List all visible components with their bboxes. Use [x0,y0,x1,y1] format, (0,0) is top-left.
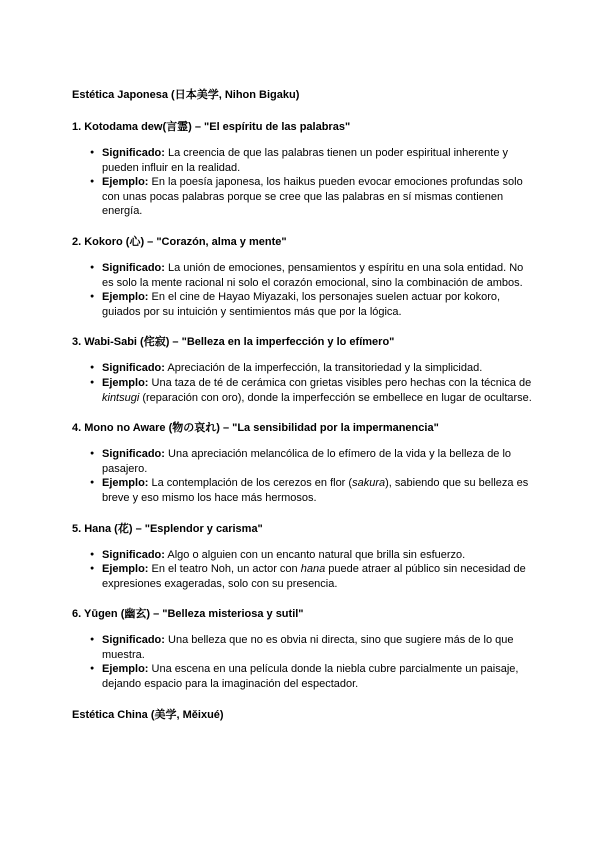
bullet-list [72,633,532,691]
list-item-ejemplo [102,476,532,505]
section-title: 4. Mono no Aware (物の哀れ) – "La sensibilidad por la impermanencia" [72,422,439,435]
label-significado: Significado: [102,362,165,375]
ejemplo-text: En el teatro Noh, un actor con [151,563,301,576]
ejemplo-text: En la poesía japonesa, los haikus pueden evocar emociones profundas solo con unas pocas palabras porque se cree que las palabras en sí mismas contienen energía. [102,176,523,218]
bullet-list [72,261,532,319]
list-item-ejemplo [102,290,532,319]
significado-text: Algo o alguien con un encanto natural que brilla sin esfuerzo. [167,548,466,561]
bullet-list [72,447,532,505]
label-significado: Significado: [102,261,165,274]
label-ejemplo: Ejemplo: [102,291,149,304]
label-ejemplo: Ejemplo: [102,176,149,189]
section-wabi-sabi [72,335,532,405]
significado-text: Apreciación de la imperfección, la transitoriedad y la simplicidad. [167,362,483,375]
significado-text: Una belleza que no es obvia ni directa, sino que sugiere más de lo que muestra. [102,634,514,661]
section-title: 1. Kotodama dew(言霊) – "El espíritu de las palabras" [72,121,351,133]
label-ejemplo: Ejemplo: [102,376,149,389]
label-ejemplo: Ejemplo: [102,663,149,676]
ejemplo-italic-term: kintsugi [102,391,140,404]
significado-text: La unión de emociones, pensamientos y espíritu en una sola entidad. No es solo la mente racional ni solo el corazón emocional, sino la combinación de ambos. [102,261,524,289]
section-mono-no-aware [72,421,532,505]
list-item-significado [102,146,532,175]
document-title: Estética Japonesa (日本美学, Nihon Bigaku) [72,89,300,101]
section-kokoro [72,235,532,319]
bullet-list [72,361,532,405]
label-ejemplo: Ejemplo: [102,477,149,490]
section-yugen [72,607,532,691]
ejemplo-italic-term: sakura [352,477,386,490]
label-significado: Significado: [102,147,165,159]
label-significado: Significado: [102,634,165,647]
section-hana [72,522,532,592]
next-heading: Estética China (美学, Měixué) [72,708,224,721]
document-page [72,88,532,722]
ejemplo-text: Una taza de té de cerámica con grietas visibles pero hechas con la técnica de [151,376,532,389]
list-item-ejemplo [102,175,532,219]
list-item-ejemplo [102,376,532,405]
ejemplo-text-cont: puede atraer al público sin necesidad de expresiones exageradas, solo con su presencia. [102,563,526,590]
list-item-significado [102,361,532,376]
ejemplo-text-cont: (reparación con oro), donde la imperfección se embellece en lugar de ocultarse. [139,391,532,404]
section-kotodama [72,120,532,219]
list-item-ejemplo [102,562,532,591]
section-title: 6. Yūgen (幽玄) – "Belleza misteriosa y sutil" [72,608,304,621]
ejemplo-text: En el cine de Hayao Miyazaki, los personajes suelen actuar por kokoro, guiados por su intuición y sentimientos más que por la lógica. [102,291,501,318]
list-item-significado [102,261,532,290]
ejemplo-text: Una escena en una película donde la niebla cubre parcialmente un paisaje, dejando espacio para la imaginación del espectador. [102,663,519,691]
list-item-ejemplo [102,662,532,691]
label-significado: Significado: [102,548,165,561]
bullet-list [72,146,532,219]
ejemplo-text-cont: ), sabiendo que su belleza es breve y eso mismo los hace más hermosos. [102,477,529,504]
list-item-significado [102,633,532,662]
section-title: 5. Hana (花) – "Esplendor y carisma" [72,522,263,535]
bullet-list [72,548,532,592]
section-title: 3. Wabi-Sabi (侘寂) – "Belleza en la imperfección y lo efímero" [72,336,395,349]
list-item-significado [102,548,532,563]
list-item-significado [102,447,532,476]
ejemplo-italic-term: hana [300,563,326,576]
significado-text: La creencia de que las palabras tienen un poder espiritual inherente y pueden influir en la realidad. [102,147,509,174]
ejemplo-text: La contemplación de los cerezos en flor ( [151,477,353,490]
significado-text: Una apreciación melancólica de lo efímero de la vida y la belleza de lo pasajero. [102,448,512,475]
section-title: 2. Kokoro (心) – "Corazón, alma y mente" [72,235,287,248]
label-significado: Significado: [102,448,165,461]
label-ejemplo: Ejemplo: [102,563,149,576]
